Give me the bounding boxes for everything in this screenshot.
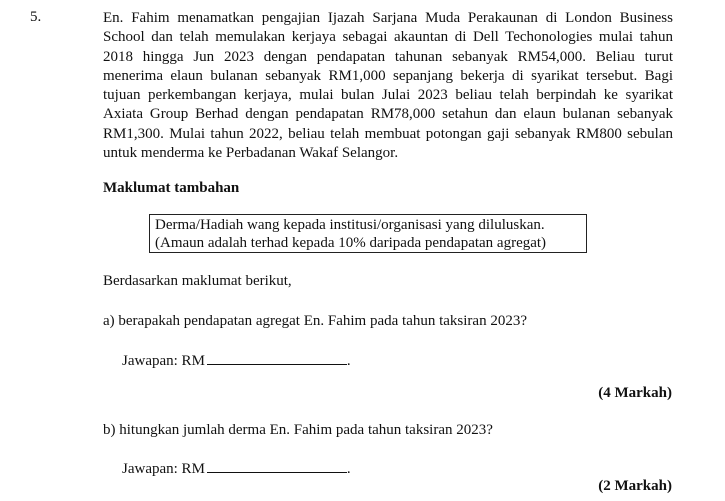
part-a-answer-blank[interactable]: [207, 350, 347, 365]
part-a-marks: (4 Markah): [598, 385, 672, 401]
info-box-line-1: Derma/Hadiah wang kepada institusi/organisasi yang diluluskan.: [155, 217, 545, 233]
question-number: 5.: [30, 9, 42, 25]
part-b-answer-end: .: [346, 461, 351, 477]
info-box-line-2: (Amaun adalah terhad kepada 10% daripada pendapatan agregat): [155, 235, 547, 251]
part-b-question: b) hitungkan jumlah derma En. Fahim pada tahun taksiran 2023?: [103, 422, 493, 438]
part-a-answer-label: Jawapan: RM: [122, 353, 205, 369]
part-a-answer-line: [122, 350, 351, 370]
additional-info-box: [149, 214, 587, 253]
intro-text: Berdasarkan maklumat berikut,: [103, 273, 292, 289]
part-b-marks: (2 Markah): [598, 478, 672, 494]
question-paragraph: En. Fahim menamatkan pengajian Ijazah Sarjana Muda Perakaunan di London Business School dan telah memulakan kerjaya sebagai akauntan di Dell Techonologies mulai tahun 2018 hingga Jun 2023 dengan pendapatan tahunan sebanyak RM54,000. Beliau turut menerima elaun bulanan sebanyak RM1,000 sepanjang bekerja di syarikat tersebut. Bagi tujuan perkembangan kerjaya, mulai bulan Julai 2023 beliau telah berpindah ke syarikat Axiata Group Berhad dengan pendapatan RM78,000 setahun dan elaun bulanan sebanyak RM1,300. Mulai tahun 2022, beliau telah membuat potongan gaji sebanyak RM800 sebulan untuk menderma ke Perbadanan Wakaf Selangor.: [103, 10, 673, 162]
part-b-answer-blank[interactable]: [207, 458, 347, 473]
part-b-answer-line: [122, 458, 351, 478]
part-a-answer-end: .: [346, 353, 351, 369]
additional-info-heading: Maklumat tambahan: [103, 180, 240, 196]
part-a-question: a) berapakah pendapatan agregat En. Fahim pada tahun taksiran 2023?: [103, 313, 527, 329]
part-b-answer-label: Jawapan: RM: [122, 461, 205, 477]
